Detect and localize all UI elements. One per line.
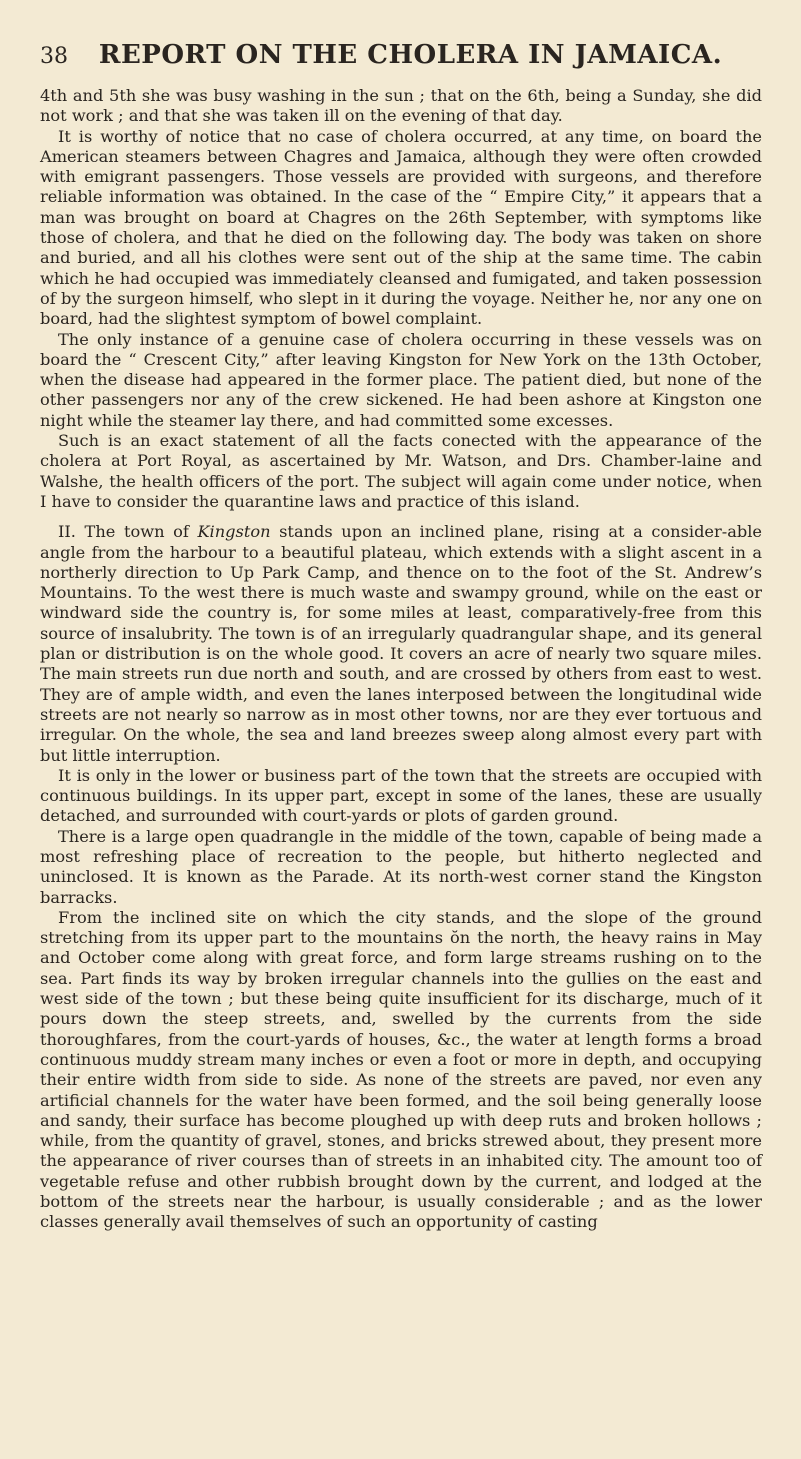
paragraph: 4th and 5th she was busy washing in the sun ; that on the 6th, being a Sunday, she did not work ; and that she was taken ill on the evening of that day. [40, 86, 762, 126]
paragraph: It is worthy of notice that no case of cholera occurred, at any time, on board the American steamers between Chagres and Jamaica, although they were often crowded with emigrant passengers. Those vessels are provided with surgeons, and therefore reliable information was obtained. In the case of the “ Empire City,” it appears that a man was brought on board at Chagres on the 26th September, with symptoms like those of cholera, and that he died on the following day. The body was taken on shore and buried, and all his clothes were sent out of the ship at the same time. The cabin which he had occupied was immediately cleansed and fumigated, and taken possession of by the surgeon himself, who slept in it during the voyage. Neither he, nor any one on board, had the slightest symptom of bowel complaint. [40, 126, 762, 329]
section-ii-rest: stands upon an inclined plane, rising at a consider-able angle from the harbour to a beautiful plateau, which extends with a slight ascent in a northerly direction to Up Park Camp, and thence on to the foot of the St. Andrew’s Mountains. To the west there is much waste and swampy ground, while on the east or windward side the country is, for some miles at least, comparatively-free from this source of insalubrity. The town is of an irregularly quadrangular shape, and its general plan or distribution is on the whole good. It covers an acre of nearly two square miles. The main streets run due north and south, and are crossed by others from east to west. They are of ample width, and even the lanes interposed between the longitudinal wide streets are not nearly so narrow as in most other towns, nor are they ever tortuous and irregular. On the whole, the sea and land breezes sweep along almost every part with but little interruption. [40, 522, 762, 765]
paragraph: There is a large open quadrangle in the middle of the town, capable of being made a most refreshing place of recreation to the people, but hitherto neglected and uninclosed. It is known as the Parade. At its north-west corner stand the Kingston barracks. [40, 826, 762, 907]
section-ii-paragraph [40, 522, 762, 766]
page-number: 38 [40, 44, 68, 69]
paragraph: The only instance of a genuine case of cholera occurring in these vessels was on board the “ Crescent City,” after leaving Kingston for New York on the 13th October, when the disease had appeared in the former place. The patient died, but none of the other passengers nor any of the crew sickened. He had been ashore at Kingston one night while the steamer lay there, and had committed some excesses. [40, 329, 762, 430]
kingston-italic: Kingston [197, 522, 271, 542]
section-ii-lead: II. The town of [58, 522, 198, 542]
section-gap [40, 512, 762, 522]
body-text [40, 86, 762, 1233]
paragraph: From the inclined site on which the city stands, and the slope of the ground stretching from its upper part to the mountains ŏn the north, the heavy rains in May and October come along with great force, and form large streams rushing on to the sea. Part finds its way by broken irregular channels into the gullies on the east and west side of the town ; but these being quite insufficient for its discharge, much of it pours down the steep streets, and, swelled by the currents from the side thoroughfares, from the court-yards of houses, &c., the water at length forms a broad continuous muddy stream many inches or even a foot or more in depth, and occupying their entire width from side to side. As none of the streets are paved, nor even any artificial channels for the water have been formed, and the soil being generally loose and sandy, their surface has become ploughed up with deep ruts and broken hollows ; while, from the quantity of gravel, stones, and bricks strewed about, they present more the appearance of river courses than of streets in an inhabited city. The amount too of vegetable refuse and other rubbish brought down by the current, and lodged at the bottom of the streets near the harbour, is usually considerable ; and as the lower classes generally avail themselves of such an opportunity of casting [40, 907, 762, 1232]
running-title: REPORT ON THE CHOLERA IN JAMAICA. [98, 40, 723, 70]
paragraph: Such is an exact statement of all the facts conected with the appearance of the cholera at Port Royal, as ascertained by Mr. Watson, and Drs. Chamber-laine and Walshe, the health officers of the port. The subject will again come under notice, when I have to consider the quarantine laws and practice of this island. [40, 431, 762, 511]
running-head [40, 40, 741, 80]
paragraph: It is only in the lower or business part of the town that the streets are occupied with continuous buildings. In its upper part, except in some of the lanes, these are usually detached, and surrounded with court-yards or plots of garden ground. [40, 765, 762, 826]
